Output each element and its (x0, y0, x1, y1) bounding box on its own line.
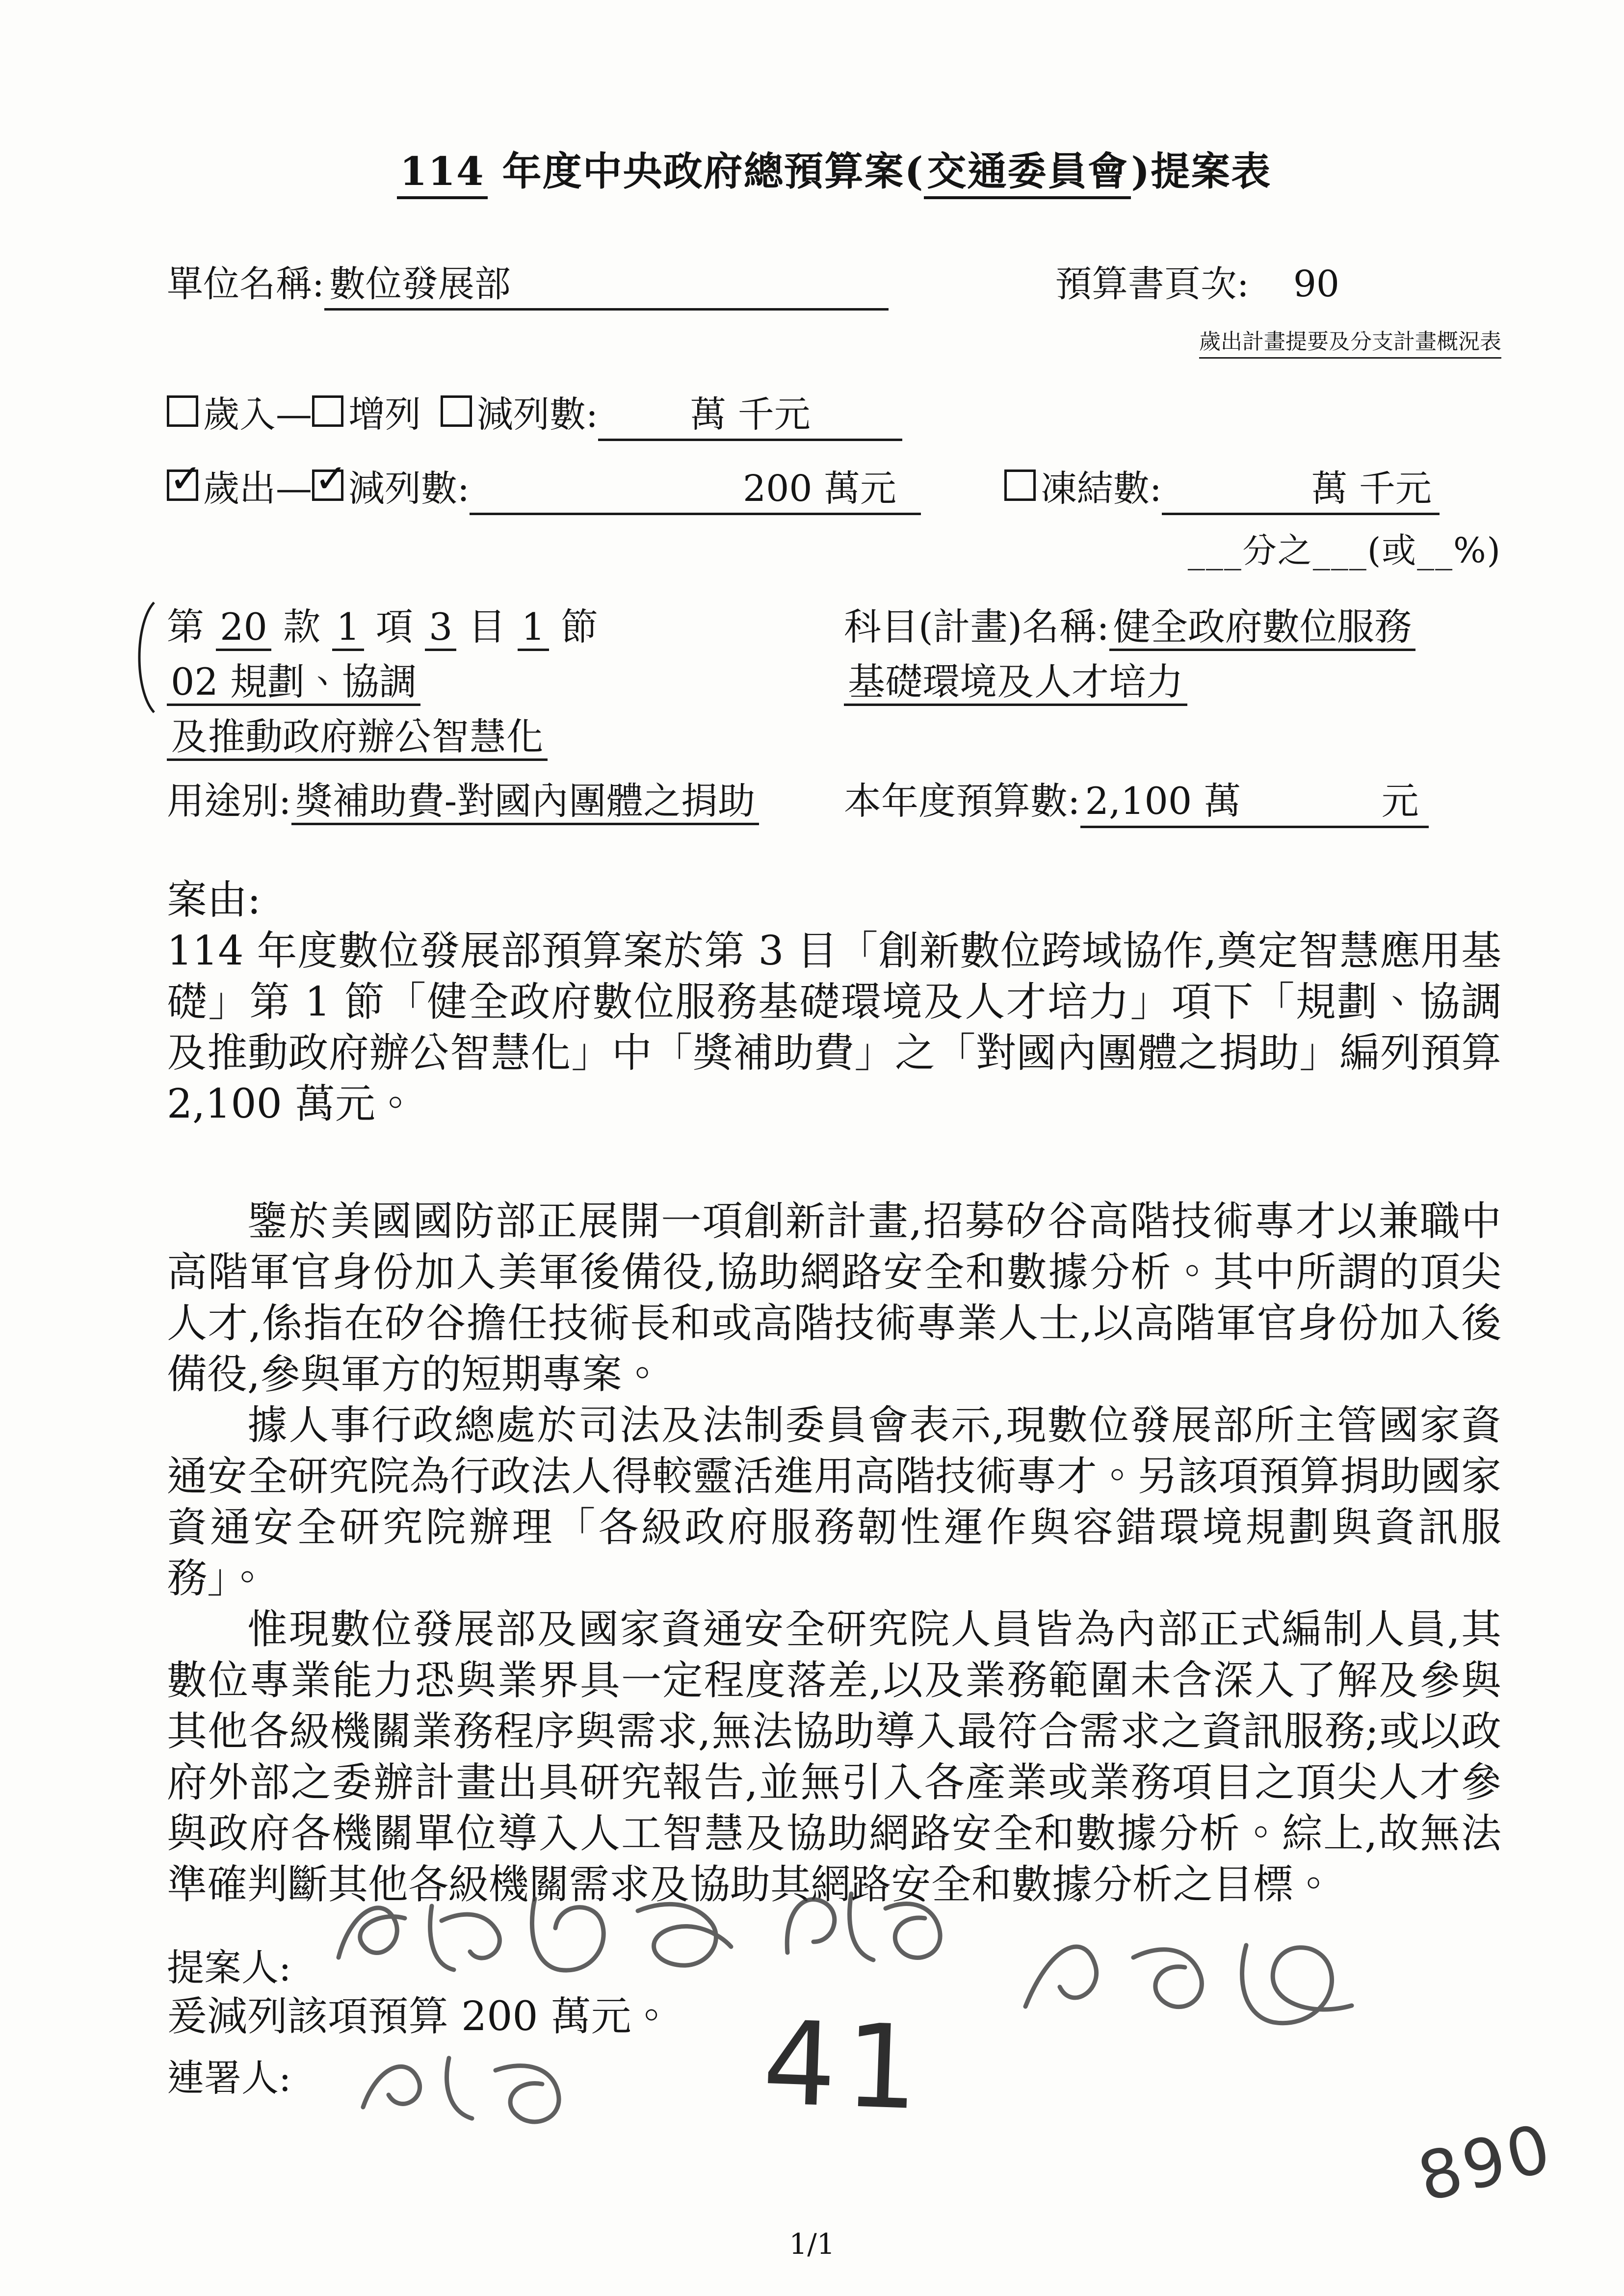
clause-block (167, 600, 1501, 764)
checkbox-revenue (167, 395, 198, 427)
budget-page-note: 歲出計畫提要及分支計畫概況表 (1199, 324, 1501, 359)
clause-text-underlined: 及推動政府辦公智慧化 (167, 715, 548, 761)
clause-text: 項 (375, 605, 413, 649)
signature-proposer-2 (756, 1859, 967, 1987)
freeze-amount-line: 萬 千元 (1162, 460, 1440, 515)
clause-text: 節 (561, 605, 599, 649)
clause-number: 3 (425, 605, 456, 651)
subject-value-1: 健全政府數位服務 (1109, 605, 1415, 651)
revenue-add-label: 增列 (348, 393, 421, 436)
clause-number: 1 (332, 605, 364, 651)
case-paragraph-2: 鑒於美國國防部正展開一項創新計畫,招募矽谷高階技術專才以兼職中高階軍官身份加入美軍後備役,協助網路安全和數據分析。其中所謂的頂尖人才,係指在矽谷擔任技術長和或高階技術專業人士,以高階軍官身份加入後備役,參與軍方的短期專案。 (167, 1198, 1501, 1398)
clause-text: 款 (283, 605, 321, 649)
subject-line1 (844, 600, 1501, 654)
clause-item (167, 600, 824, 764)
title-tail: )提案表 (1131, 148, 1272, 194)
fraction-line: ___分之___(或__%) (1187, 530, 1501, 571)
revenue-amount-line: 萬 千元 (598, 386, 902, 441)
expenditure-label: 歲出— (203, 468, 312, 510)
title-committee: 交通委員會 (924, 148, 1131, 199)
case-label: 案由: (167, 877, 261, 923)
form-header (167, 255, 1501, 828)
checkbox-expenditure (167, 456, 203, 501)
case-paragraph-3: 據人事行政總處於司法及法制委員會表示,現數位發展部所主管國家資通安全研究院為行政法人得較靈活進用高階技術專才。另該項預算捐助國家資通安全研究院辦理「各級政府服務韌性運作與容錯環境規劃與資訊服務」。 (167, 1402, 1501, 1602)
title-year: 114 (397, 148, 488, 199)
usage-column (167, 771, 824, 825)
subject-column (844, 600, 1501, 709)
handwritten-number-890: 890 (1411, 2109, 1561, 2217)
checkbox-revenue-cut (441, 395, 472, 427)
revenue-cut-label: 減列數: (477, 393, 598, 436)
revenue-label: 歲入— (203, 393, 312, 436)
clause-item-line2 (167, 709, 824, 764)
budget-page-note-row (167, 315, 1501, 359)
freeze-label: 凍結數: (1040, 468, 1162, 510)
conclusion-line: 爰減列該項預算 200 萬元。 (167, 1993, 672, 2040)
checkbox-expenditure-mark: ✓ (169, 456, 203, 501)
expenditure-row (167, 456, 1501, 515)
usage-value: 獎補助費-對國內團體之捐助 (291, 779, 760, 825)
clause-text: 目 (468, 605, 506, 649)
unit-name-label: 單位名稱: (167, 263, 324, 305)
budget-column (844, 771, 1501, 828)
usage-label: 用途別: (167, 779, 291, 823)
checkbox-expenditure-cut (312, 456, 348, 501)
annual-budget-value-line (1080, 771, 1429, 828)
annual-budget-value: 2,100 萬 (1085, 779, 1241, 823)
page-title (167, 140, 1501, 196)
subject-value-2: 基礎環境及人才培力 (844, 660, 1187, 706)
signature-proposer-3 (991, 1894, 1384, 2041)
signature-cosigner-1 (334, 2021, 618, 2139)
unit-name-value: 數位發展部 (324, 255, 889, 311)
expenditure-amount-value: 200 萬元 (470, 460, 921, 515)
signature-proposer-1 (304, 1864, 746, 2002)
subject-label: 科目(計畫)名稱: (844, 605, 1109, 649)
expenditure-cut-label: 減列數: (348, 468, 470, 510)
revenue-row (167, 386, 1501, 441)
case-paragraph-1: 114 年度數位發展部預算案於第 3 目「創新數位跨域協作,奠定智慧應用基礎」第 1 節「健全政府數位服務基礎環境及人才培力」項下「規劃、協調及推動政府辦公智慧化」中「獎補助費」之「對國內團體之捐助」編列預算 2,100 萬元。 (167, 928, 1501, 1127)
annual-budget-label: 本年度預算數: (844, 779, 1080, 823)
proposer-label: 提案人: (167, 1946, 291, 1989)
checkbox-expenditure-cut-mark: ✓ (314, 456, 348, 501)
clause-number: 02 規劃、協調 (167, 660, 420, 706)
clause-item-line1 (167, 600, 824, 709)
page-number: 1/1 (789, 2227, 835, 2261)
form-content (167, 140, 1501, 2042)
unit-row (167, 255, 1501, 311)
clause-brace-icon (131, 600, 158, 714)
handwritten-number-41: 41 (760, 1996, 930, 2136)
cosigner-label: 連署人: (167, 2056, 291, 2100)
clause-text: 第 (167, 605, 204, 649)
clause-number: 20 (216, 605, 271, 651)
clause-number: 1 (518, 605, 549, 651)
checkbox-freeze (1004, 470, 1036, 501)
budget-page-label: 預算書頁次: (1055, 263, 1249, 305)
subject-line2 (844, 654, 1501, 709)
usage-row (167, 771, 1501, 828)
case-paragraph-4: 惟現數位發展部及國家資通安全研究院人員皆為內部正式編制人員,其數位專業能力恐與業界具一定程度落差,以及業務範圍未含深入了解及參與其他各級機關業務程序與需求,無法協助導入最符合需求之資訊服務;或以政府外部之委辦計畫出具研究報告,並無引入各產業或業務項目之頂尖人才參與政府各機關單位導入人工智慧及協助網路安全和數據分析。綜上,故無法準確判斷其他各級機關需求及協助其網路安全和數據分析之目標。 (167, 1606, 1501, 1908)
title-mid: 年度中央政府總預算案( (487, 148, 924, 194)
budget-page-group (1055, 255, 1339, 307)
annual-budget-unit: 元 (1381, 779, 1419, 823)
checkbox-revenue-add (312, 395, 343, 427)
budget-page-value: 90 (1293, 263, 1339, 305)
